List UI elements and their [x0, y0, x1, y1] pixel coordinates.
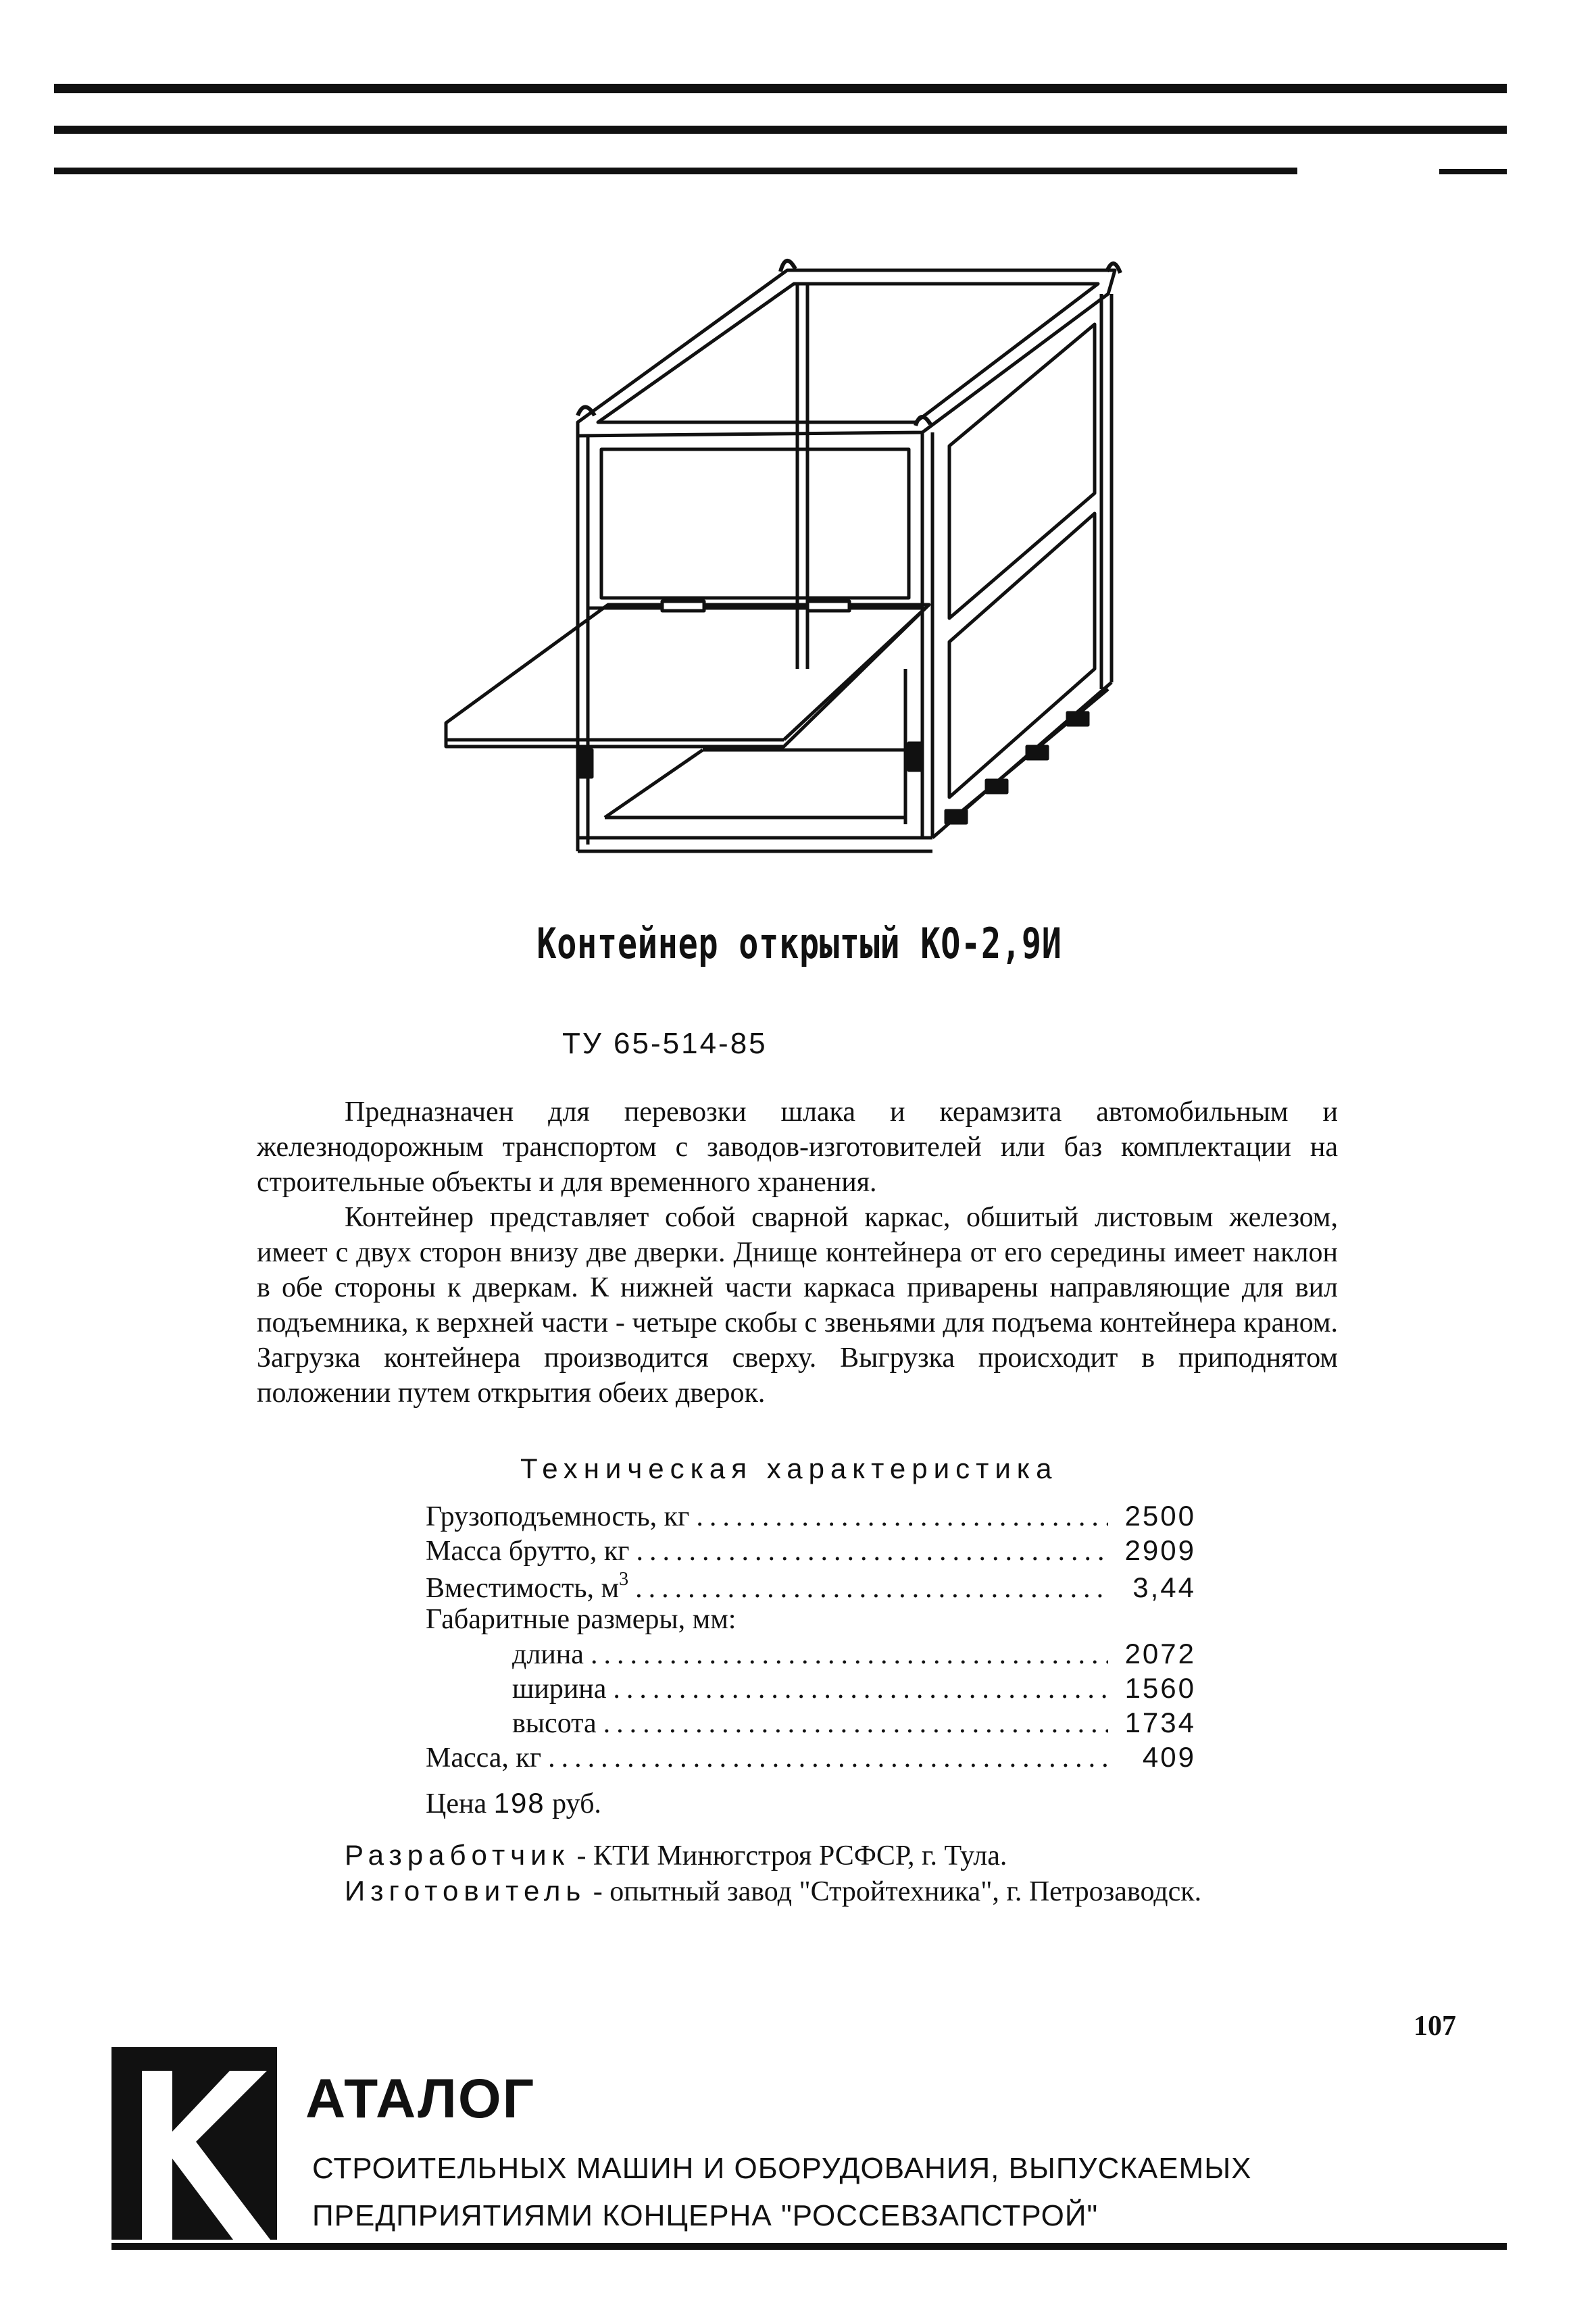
catalog-title: АТАЛОГ — [305, 2068, 536, 2130]
manufacturer-label: Изготовитель — [345, 1875, 587, 1907]
leader-dots — [603, 1707, 1108, 1740]
spec-row — [426, 1569, 1196, 1603]
price-label: Цена — [426, 1788, 487, 1819]
header-rule-1 — [54, 84, 1507, 93]
developer-line — [257, 1838, 1324, 1873]
spec-row — [426, 1638, 1196, 1672]
dimensions-label: Габаритные размеры, мм: — [426, 1604, 737, 1635]
manufacturer-line — [257, 1873, 1324, 1909]
spec-label: Грузоподъемность, кг — [426, 1501, 690, 1532]
header-rule-4 — [1439, 169, 1507, 174]
spec-row — [426, 1672, 1196, 1707]
spec-row — [426, 1741, 1196, 1776]
footer-rule — [111, 2243, 1507, 2250]
tu-code: ТУ 65-514-85 — [562, 1027, 768, 1060]
price — [426, 1787, 601, 1820]
spec-value: 2500 — [1124, 1500, 1196, 1532]
spec-row — [426, 1707, 1196, 1741]
leader-dots — [635, 1572, 1108, 1605]
spec-label — [426, 1569, 628, 1605]
leader-dots — [613, 1673, 1108, 1705]
leader-dots — [548, 1742, 1108, 1774]
leader-dots — [591, 1638, 1108, 1671]
developer-text: - КТИ Минюгстроя РСФСР, г. Тула. — [576, 1840, 1007, 1871]
product-description — [257, 1095, 1338, 1411]
spec-label: длина — [512, 1639, 584, 1670]
description-paragraph: Контейнер представляет собой сварной каркас, обшитый листовым железом, имеет с двух сторон внизу две дверки. Днище контейнера от его середины имеет наклон в обе стороны к дверкам. К нижней части каркаса приварены направляющие для вил подъемника, к верхней части - четыре скобы с звеньями для подъема контейнера краном. Загрузка контейнера производится сверху. Выгрузка происходит в приподнятом положении путем открытия обеих дверок. — [257, 1202, 1338, 1409]
open-container-drawing-icon — [432, 230, 1169, 872]
spec-row — [426, 1500, 1196, 1534]
developer-label: Разработчик — [345, 1839, 570, 1871]
page-number: 107 — [1414, 2011, 1456, 2042]
spec-value: 1734 — [1124, 1707, 1196, 1738]
spec-value: 1560 — [1124, 1672, 1196, 1704]
price-unit: руб. — [552, 1788, 601, 1819]
specs-heading: Техническая характеристика — [520, 1453, 1058, 1484]
manufacturer-text: - опытный завод "Стройтехника", г. Петрозаводск. — [593, 1876, 1202, 1907]
leader-dots — [696, 1501, 1108, 1533]
description-paragraph: Предназначен для перевозки шлака и керамзита автомобильным и железнодорожным транспортом с заводов-изготовителей или баз комплектации на строительные объекты и для временного хранения. — [257, 1097, 1338, 1198]
spec-label: высота — [512, 1708, 597, 1739]
spec-label: Масса, кг — [426, 1742, 542, 1774]
specs-table — [426, 1500, 1196, 1776]
header-rule-3 — [54, 168, 1297, 174]
spec-row — [426, 1534, 1196, 1569]
header-rule-2 — [54, 126, 1507, 134]
spec-value: 3,44 — [1132, 1571, 1196, 1603]
spec-label-text: Вместимость, м — [426, 1573, 620, 1604]
price-value: 198 — [493, 1787, 545, 1819]
credits — [257, 1838, 1324, 1909]
spec-superscript: 3 — [619, 1569, 629, 1590]
spec-label: Масса брутто, кг — [426, 1536, 630, 1567]
product-title: Контейнер открытый КО-2,9И — [537, 919, 1062, 968]
catalog-k-logo-icon — [111, 2047, 277, 2240]
spec-value: 2909 — [1124, 1534, 1196, 1566]
spec-row — [426, 1603, 1196, 1638]
spec-value: 2072 — [1124, 1638, 1196, 1669]
spec-label: ширина — [512, 1674, 607, 1705]
catalog-subtitle-line1: СТРОИТЕЛЬНЫХ МАШИН И ОБОРУДОВАНИЯ, ВЫПУСКАЕМЫХ — [312, 2152, 1252, 2185]
catalog-subtitle-line2: ПРЕДПРИЯТИЯМИ КОНЦЕРНА "РОССЕВЗАПСТРОЙ" — [312, 2199, 1099, 2232]
spec-value: 409 — [1142, 1741, 1196, 1773]
leader-dots — [637, 1535, 1108, 1567]
